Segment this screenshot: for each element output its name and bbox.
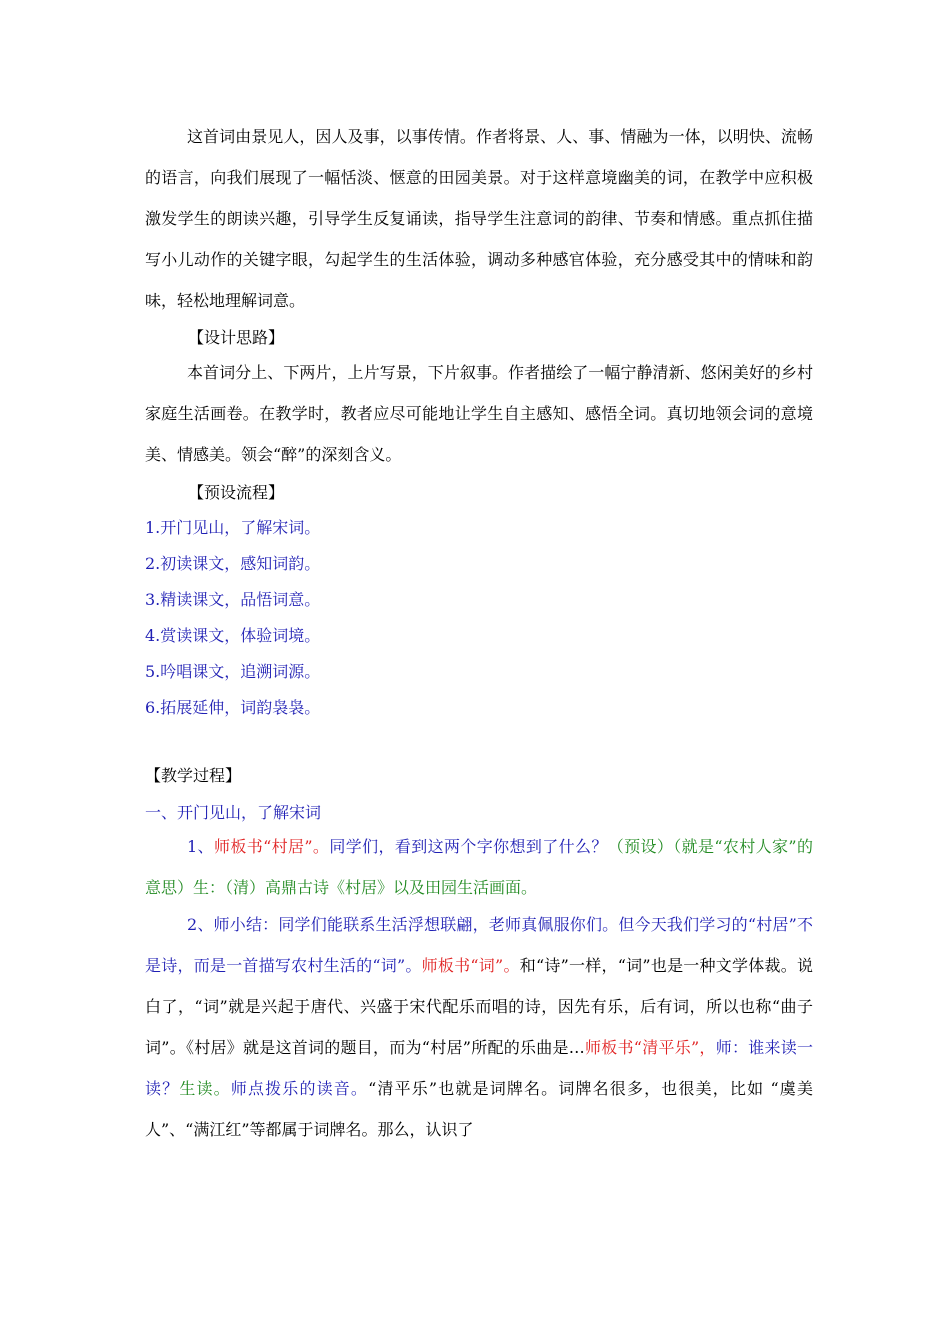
step2-explanation: 和“诗”一样，“词”也是一种文学体裁。说白了，“词”就是兴起于唐代、兴盛于宋代配乐而唱的诗，因先有乐，后有词，所以也称“曲子词”。《村居》就是这首词的题目，而为“村居”所配的乐曲是… <box>145 956 813 1057</box>
flow-item-5: 5.吟唱课文，追溯词源。 <box>145 662 321 681</box>
step2-summary: 2、师小结：同学们能联系生活浮想联翩，老师真佩服你们。但今天我们学习的“村居”不是诗，而是一首描写农村生活的“词”。 <box>145 915 813 975</box>
step2-board-note-2: 师板书“清平乐”， <box>584 1038 716 1057</box>
flow-item-3: 3.精读课文，品悟词意。 <box>145 590 321 609</box>
design-paragraph: 本首词分上、下两片，上片写景，下片叙事。作者描绘了一幅宁静清新、悠闲美好的乡村家庭生活画卷。在教学时，教者应尽可能地让学生自主感知、感悟全词。真切地领会词的意境美、情感美。领会“醉”的深刻含义。 <box>145 363 813 464</box>
step1-number: 1、 <box>187 837 214 856</box>
flow-item-1: 1.开门见山，了解宋词。 <box>145 518 321 537</box>
step2-paragraph <box>145 904 813 1150</box>
section1-title: 一、开门见山，了解宋词 <box>145 803 322 822</box>
step2-board-note-1: 师板书“词”。 <box>421 956 520 975</box>
flow-item-6: 6.拓展延伸，词韵袅袅。 <box>145 698 321 717</box>
process-heading: 【教学过程】 <box>145 766 242 785</box>
flow-item-2: 2.初读课文，感知词韵。 <box>145 554 321 573</box>
step1-question: 同学们，看到这两个字你想到了什么？ <box>329 837 608 856</box>
flow-item-4: 4.赏读课文，体验词境。 <box>145 626 321 645</box>
step2-cipai-text: “清平乐”也就是词牌名。词牌名很多，也很美，比如 “虞美人”、“满江红”等都属于词牌名。那么，认识了 <box>145 1079 813 1139</box>
step1-preset-answer: （预设）（就是“农村人家”的意思）生：（清）高鼎古诗《村居》以及田园生活画面。 <box>145 837 813 897</box>
flow-heading: 【预设流程】 <box>188 483 285 502</box>
intro-paragraph: 这首词由景见人，因人及事，以事传情。作者将景、人、事、情融为一体，以明快、流畅的语言，向我们展现了一幅恬淡、惬意的田园美景。对于这样意境幽美的词，在教学中应积极激发学生的朗读兴趣，引导学生反复诵读，指导学生注意词的韵律、节奏和情感。重点抓住描写小儿动作的关键字眼，勾起学生的生活体验，调动多种感官体验，充分感受其中的情味和韵味，轻松地理解词意。 <box>145 127 813 310</box>
step2-student-read: 生读。 <box>179 1079 231 1098</box>
step1-board-note: 师板书“村居”。 <box>213 837 330 856</box>
step1-paragraph <box>145 826 813 908</box>
design-heading: 【设计思路】 <box>188 328 285 347</box>
step2-teacher-question: 师：谁来读一读？ <box>145 1038 813 1098</box>
step2-pronunciation: 师点拨乐的读音。 <box>230 1079 369 1098</box>
